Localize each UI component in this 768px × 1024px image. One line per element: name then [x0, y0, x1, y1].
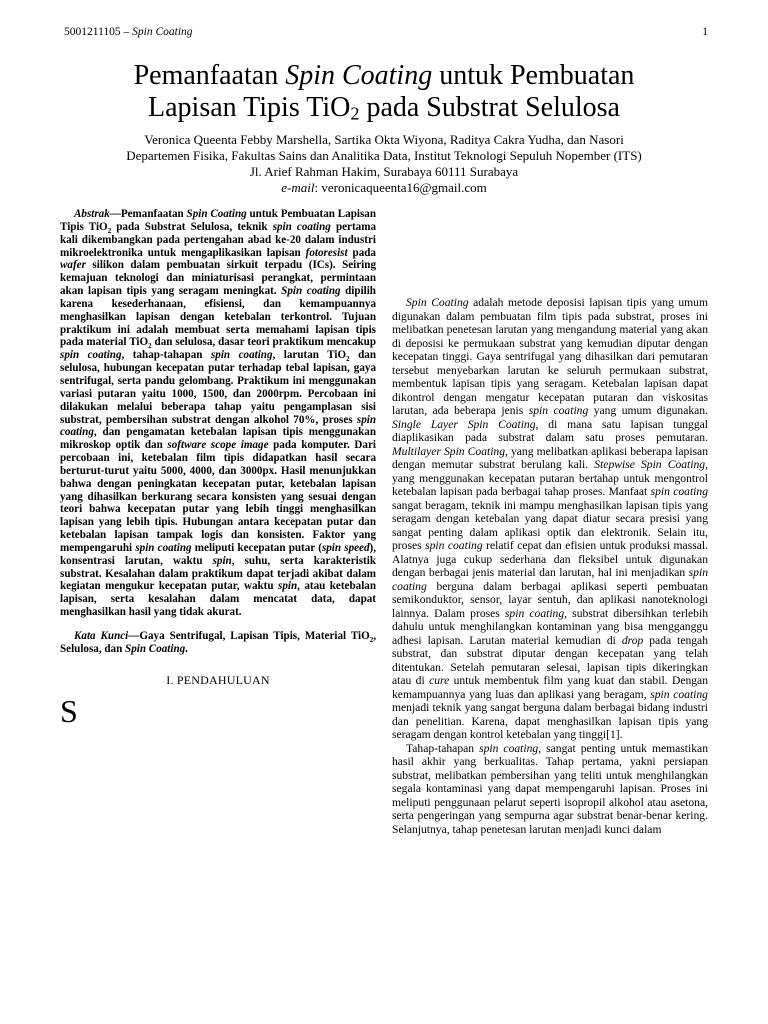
left-column	[60, 208, 376, 727]
page-number: 1	[702, 26, 708, 38]
author-names: Veronica Queenta Febby Marshella, Sartika Okta Wiyona, Raditya Cakra Yudha, dan Nasori	[144, 132, 624, 147]
author-affiliation: Departemen Fisika, Fakultas Sains dan Analitika Data, Institut Teknologi Sepuluh Nopember (ITS)	[126, 148, 642, 163]
intro-paragraph-1: Spin Coating adalah metode deposisi lapisan tipis yang umum digunakan dalam pembuatan film tipis pada substrat, proses ini melibatkan penetesan larutan yang mengandung material yang akan di deposisi ke permukaan substrat yang kemudian diputar dengan kecepatan tinggi. Gaya sentrifugal yang dihasilkan dari pemutaran tersebut menyebarkan larutan ke seluruh permukaan substrat, membentuk lapisan tipis yang seragam. Ketebalan lapisan dapat dikontrol dengan mengatur kecepatan putaran dan viskositas larutan, ada beberapa jenis spin coating yang umum digunakan. Single Layer Spin Coating, di mana satu lapisan tunggal diaplikasikan pada substrat dalam satu proses pemutaran. Multilayer Spin Coating, yang melibatkan aplikasi beberapa lapisan dengan memutar substrat berulang kali. Stepwise Spin Coating, yang menggunakan kecepatan putaran bertahap untuk mengontrol ketebalan lapisan pada berbagai tahap proses. Manfaat spin coating sangat beragam, teknik ini mampu menghasilkan lapisan tipis yang seragam dengan ketebalan yang dapat diatur secara presisi yang sangat penting dalam aplikasi optik dan elektronik. Selain itu, proses spin coating relatif cepat dan efisien untuk produksi massal. Alatnya juga cukup sederhana dan fleksibel untuk digunakan dengan berbagai jenis material dan larutan, hal ini menjadikan spin coating berguna dalam berbagai aplikasi seperti pembuatan semikonduktor, sensor, layar sentuh, dan aplikasi nanoteknologi lainnya. Dalam proses spin coating, substrat dibersihkan terlebih dahulu untuk menghilangkan kontaminan yang bisa mengganggu adhesi lapisan. Larutan material kemudian di drop pada tengah substrat, dan substrat diputar dengan kecepatan yang telah ditentukan. Setelah pemutaran selesai, lapisan tipis dikeringkan atau di cure untuk membentuk film yang kuat dan stabil. Dengan kemampuannya yang luas dan aplikasi yang beragam, spin coating menjadi teknik yang sangat berguna dalam berbagai bidang industri dan penelitian. Karena, dapat menghasilkan lapisan tipis yang seragam dengan kontrol ketebalan yang tinggi[1].	[392, 296, 709, 741]
author-email: e-mail: veronicaqueenta16@gmail.com	[281, 180, 487, 195]
title-line-1: Pemanfaatan Spin Coating untuk Pembuatan	[133, 60, 635, 91]
running-title: Spin Coating	[132, 26, 193, 38]
right-column	[392, 296, 708, 836]
intro-paragraph-2: Tahap-tahapan spin coating, sangat penting untuk memastikan hasil akhir yang berkualitas. Tahap pertama, yakni persiapan substrat, melibatkan pembersihan yang teliti untuk menghilangkan segala kontaminasi yang dapat mempengaruhi lapisan. Proses ini meliputi penggunaan pelarut seperti isopropil alkohol atau asetona, serta pengeringan yang sempurna agar substrat benar-benar kering. Selanjutnya, tahap penetesan larutan menjadi kunci dalam	[392, 741, 708, 836]
keywords: Kata Kunci—Gaya Sentrifugal, Lapisan Tipis, Material TiO$_2$, Selulosa, dan Spin Coating.	[60, 630, 376, 655]
author-block	[40, 132, 728, 196]
abstract: Abstrak—Pemanfaatan Spin Coating untuk Pembuatan Lapisan Tipis TiO$_2$ pada Substrat Selulosa, teknik spin coating pertama kali dikembangkan pada pertengahan abad ke-20 dalam industri mikroelektronika untuk mengaplikasikan lapisan fotoresist pada wafer silikon dalam pembuatan sirkuit terpadu (ICs). Seiring kemajuan teknologi dan miniaturisasi perangkat, permintaan akan lapisan tipis yang seragam meningkat. Spin coating dipilih karena kesederhanaan, efisiensi, dan kemampuannya menghasilkan lapisan dengan ketebalan terkontrol. Tujuan praktikum ini adalah membuat serta memahami lapisan tipis pada material TiO$_2$ dan selulosa, dasar teori praktikum mencakup spin coating, tahap-tahapan spin coating, larutan TiO$_2$ dan selulosa, hubungan kecepatan putar terhadap tebal lapisan, gaya sentrifugal, serta pandu gelombang. Praktikum ini menggunakan variasi putaran yaitu 1000, 1500, dan 2000rpm. Percobaan ini dilakukan melalui beberapa tahap yaitu pengamplasan sisi substrat, pembersihan substrat dengan alkohol 70%, proses spin coating, dan pengamatan ketebalan lapisan tipis menggunakan mikroskop optik dan software scope image pada komputer. Dari percobaan ini, ketebalan film tipis didapatkan hasil secara berturut-turut yaitu 5000, 4000, dan 3000px. Hasil menunjukkan bahwa dengan peningkatan kecepatan putar, ketebalan lapisan yang dihasilkan berkurang secara konsisten yang sesuai dengan teori bahwa kecepatan putar yang lebih tinggi menghasilkan lapisan yang lebih tipis. Hubungan antara kecepatan putar dan ketebalan lapisan tampak logis dan konsisten. Faktor yang mempengaruhi spin coating meliputi kecepatan putar (spin speed), konsentrasi larutan, waktu spin, suhu, serta karakteristik substrat. Kesalahan dalam praktikum dapat terjadi akibat dalam kegiatan mengukur kecepatan putar, waktu spin, atau ketebalan lapisan, serta kesalahan dalam mencatat data, dapat menghasilkan hasil yang tidak akurat.	[60, 208, 377, 619]
abstract-label: Abstrak	[74, 208, 110, 220]
keywords-label: Kata Kunci	[74, 630, 129, 642]
author-address: Jl. Arief Rahman Hakim, Surabaya 60111 Surabaya	[249, 164, 519, 179]
drop-cap: S	[60, 692, 78, 729]
title-line-2: Lapisan Tipis TiO2 pada Substrat Selulosa	[148, 92, 620, 124]
running-header: 5001211105 – Spin Coating	[64, 26, 193, 38]
section-heading: I. PENDAHULUAN	[166, 672, 270, 687]
paper-title	[40, 60, 728, 124]
paper-code: 5001211105	[64, 26, 121, 38]
